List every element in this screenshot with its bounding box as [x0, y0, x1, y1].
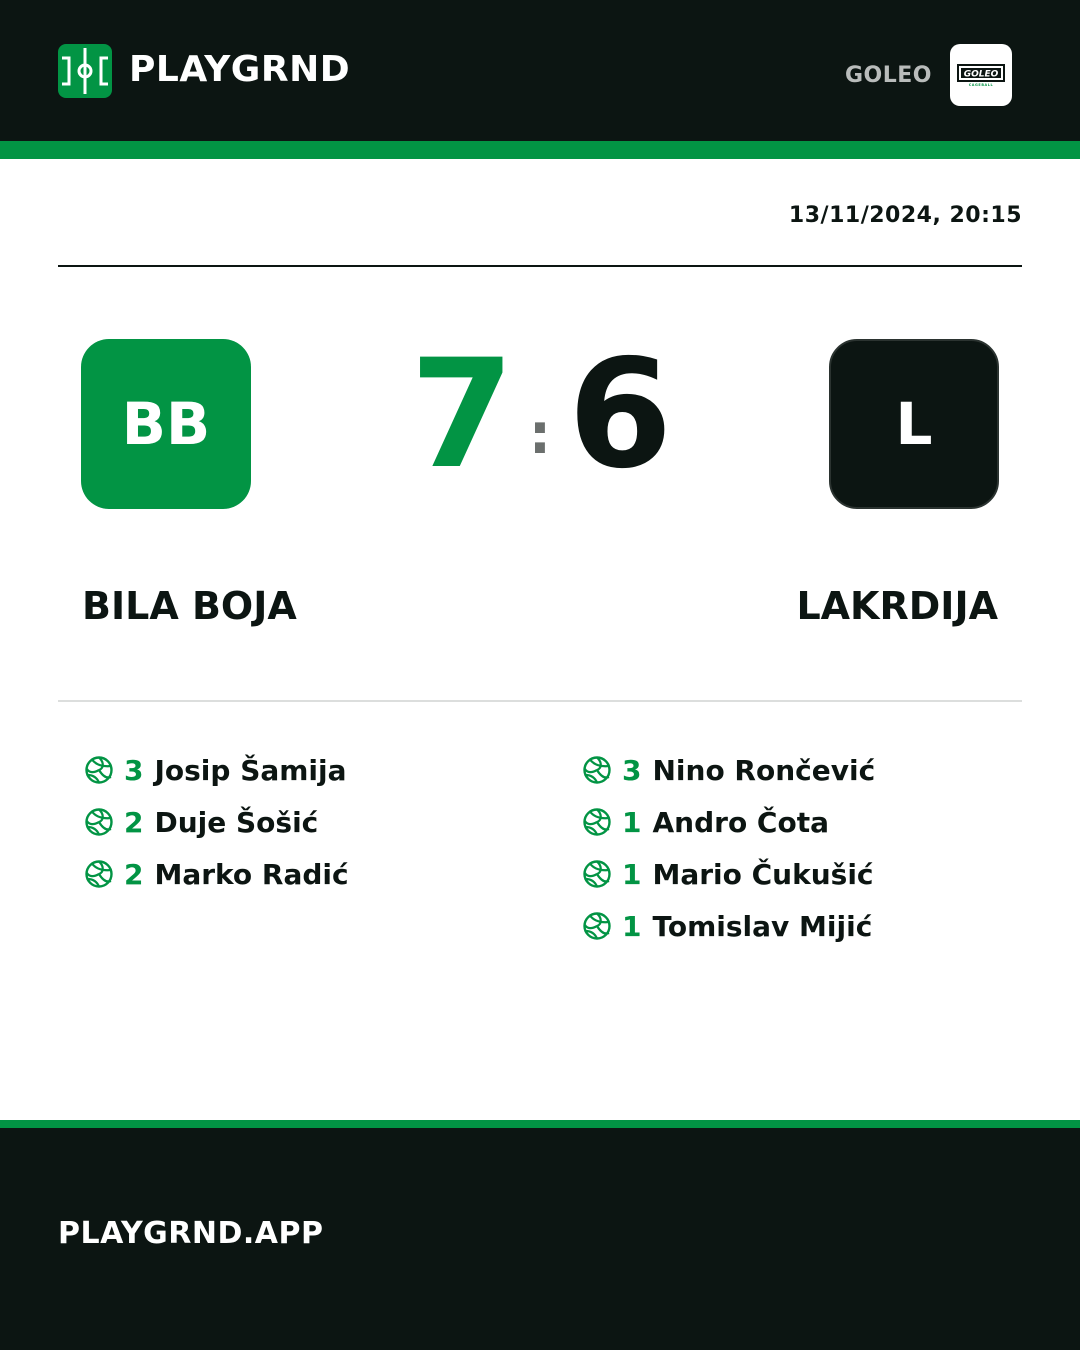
away-scorers-list: [582, 744, 1042, 952]
home-scorers-list: [84, 744, 544, 900]
pitch-icon: [58, 44, 112, 98]
goal-count: 2: [124, 805, 144, 839]
goal-count: 3: [124, 753, 144, 787]
player-name: Andro Čota: [652, 805, 829, 839]
goal-count: 1: [622, 857, 642, 891]
player-name: Marko Radić: [154, 857, 349, 891]
away-team-badge: L: [829, 339, 999, 509]
scorer-item: [84, 744, 544, 796]
away-team-name: LAKRDIJA: [796, 584, 998, 628]
player-name: Josip Šamija: [154, 753, 347, 787]
volleyball-icon: [582, 911, 612, 941]
goal-count: 2: [124, 857, 144, 891]
league-name: GOLEO: [844, 63, 932, 88]
footer-url: PLAYGRND.APP: [58, 1216, 324, 1251]
home-team-badge: BB: [81, 339, 251, 509]
volleyball-icon: [84, 859, 114, 889]
player-name: Tomislav Mijić: [652, 909, 873, 943]
footer-accent-stripe: [0, 1120, 1080, 1128]
match-datetime: 13/11/2024, 20:15: [788, 203, 1022, 228]
league-logo-subtext: CAGEBALL: [968, 83, 994, 87]
home-score: 7: [410, 328, 515, 502]
scorer-item: [84, 848, 544, 900]
scorer-item: [582, 744, 1042, 796]
brand-name: PLAYGRND: [129, 49, 351, 90]
goal-count: 1: [622, 909, 642, 943]
volleyball-icon: [582, 755, 612, 785]
divider: [58, 700, 1022, 702]
scorer-item: [582, 796, 1042, 848]
volleyball-icon: [582, 859, 612, 889]
league-logo-text: GOLEO: [963, 69, 999, 80]
scorer-item: [582, 900, 1042, 952]
volleyball-icon: [582, 807, 612, 837]
volleyball-icon: [84, 807, 114, 837]
divider: [58, 265, 1022, 267]
header-accent-stripe: [0, 141, 1080, 159]
scorer-item: [84, 796, 544, 848]
volleyball-icon: [84, 755, 114, 785]
away-score: 6: [568, 328, 673, 502]
score-separator: :: [528, 402, 552, 467]
home-team-name: BILA BOJA: [82, 584, 297, 628]
league-logo: [950, 44, 1012, 106]
player-name: Mario Čukušić: [652, 857, 874, 891]
goal-count: 3: [622, 753, 642, 787]
player-name: Duje Šošić: [154, 805, 319, 839]
goal-count: 1: [622, 805, 642, 839]
scorer-item: [582, 848, 1042, 900]
player-name: Nino Rončević: [652, 753, 876, 787]
